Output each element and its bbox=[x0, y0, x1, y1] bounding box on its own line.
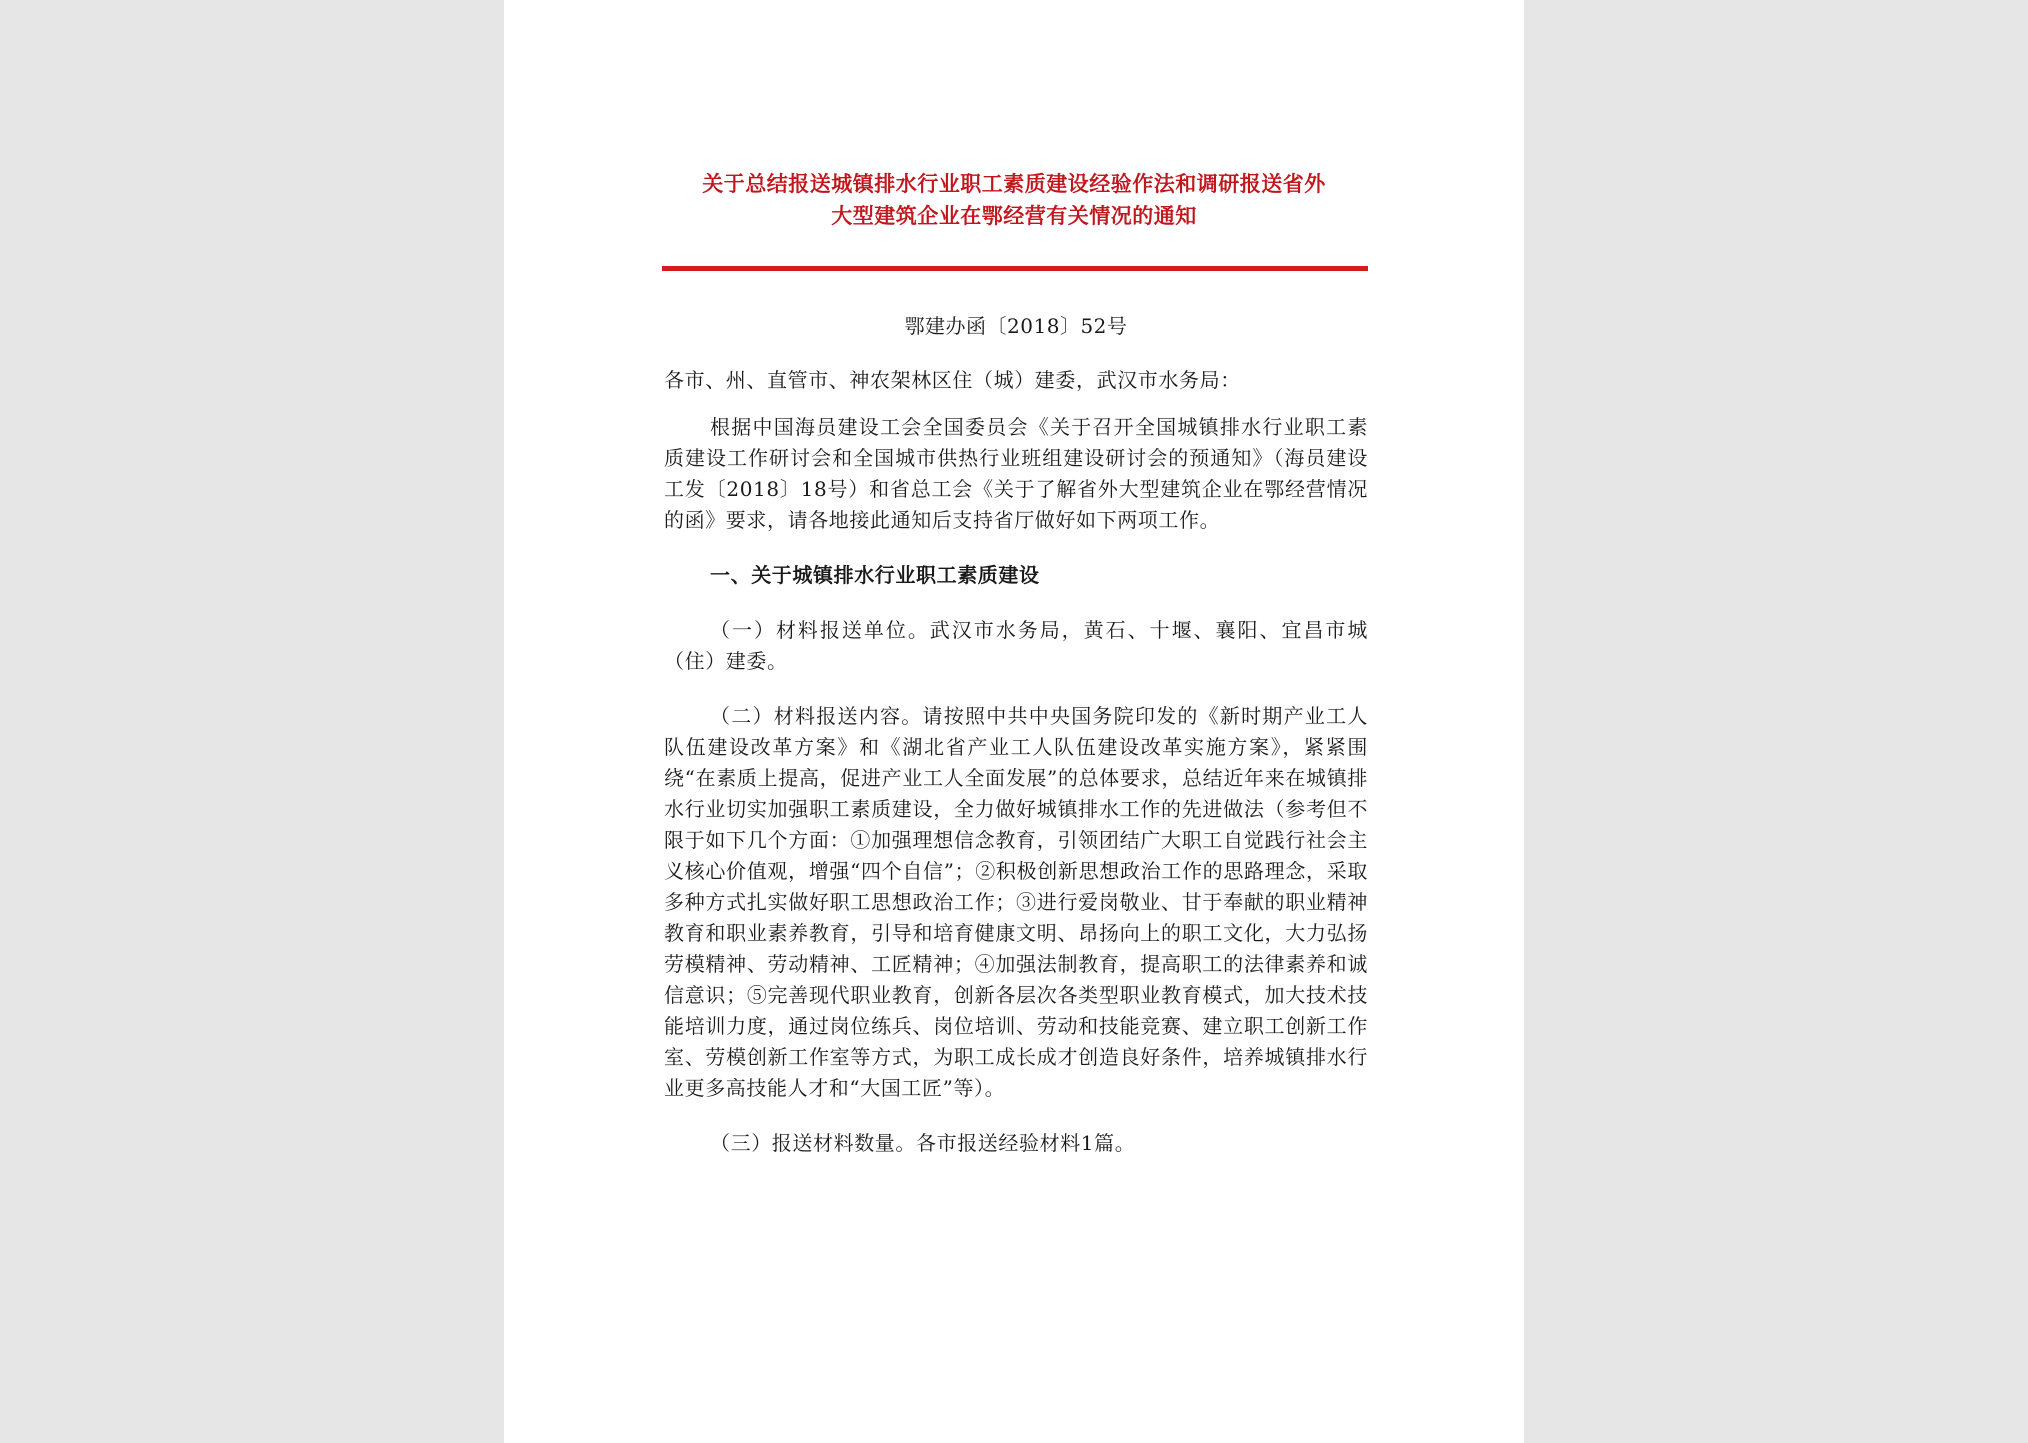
item-3-paragraph: （三）报送材料数量。各市报送经验材料1篇。 bbox=[710, 1131, 1136, 1155]
section-1-heading: 一、关于城镇排水行业职工素质建设 bbox=[710, 563, 1040, 587]
document-title bbox=[660, 168, 1368, 232]
document-number: 鄂建办函〔2018〕52号 bbox=[904, 314, 1128, 338]
title-line-2: 大型建筑企业在鄂经营有关情况的通知 bbox=[831, 204, 1197, 228]
addressee-line: 各市、州、直管市、神农架林区住（城）建委，武汉市水务局： bbox=[664, 368, 1241, 392]
intro-paragraph: 根据中国海员建设工会全国委员会《关于召开全国城镇排水行业职工素质建设工作研讨会和全国城市供热行业班组建设研讨会的预通知》（海员建设工发〔2018〕18号）和省总工会《关于了解省外大型建筑企业在鄂经营情况的函》要求，请各地接此通知后支持省厅做好如下两项工作。 bbox=[664, 415, 1368, 532]
red-header-rule bbox=[662, 266, 1368, 271]
item-2-paragraph: （二）材料报送内容。请按照中共中央国务院印发的《新时期产业工人队伍建设改革方案》和《湖北省产业工人队伍建设改革实施方案》，紧紧围绕“在素质上提高，促进产业工人全面发展”的总体要求，总结近年来在城镇排水行业切实加强职工素质建设，全力做好城镇排水工作的先进做法（参考但不限于如下几个方面：①加强理想信念教育，引领团结广大职工自觉践行社会主义核心价值观，增强“四个自信”；②积极创新思想政治工作的思路理念，采取多种方式扎实做好职工思想政治工作；③进行爱岗敬业、甘于奉献的职业精神教育和职业素养教育，引导和培育健康文明、昂扬向上的职工文化，大力弘扬劳模精神、劳动精神、工匠精神；④加强法制教育，提高职工的法律素养和诚信意识；⑤完善现代职业教育，创新各层次各类型职业教育模式，加大技术技能培训力度，通过岗位练兵、岗位培训、劳动和技能竞赛、建立职工创新工作室、劳模创新工作室等方式，为职工成长成才创造良好条件，培养城镇排水行业更多高技能人才和“大国工匠”等）。 bbox=[664, 704, 1368, 1100]
item-1-paragraph: （一）材料报送单位。武汉市水务局，黄石、十堰、襄阳、宜昌市城（住）建委。 bbox=[664, 618, 1368, 673]
title-line-1: 关于总结报送城镇排水行业职工素质建设经验作法和调研报送省外 bbox=[702, 172, 1326, 196]
document-page bbox=[504, 0, 1524, 1443]
